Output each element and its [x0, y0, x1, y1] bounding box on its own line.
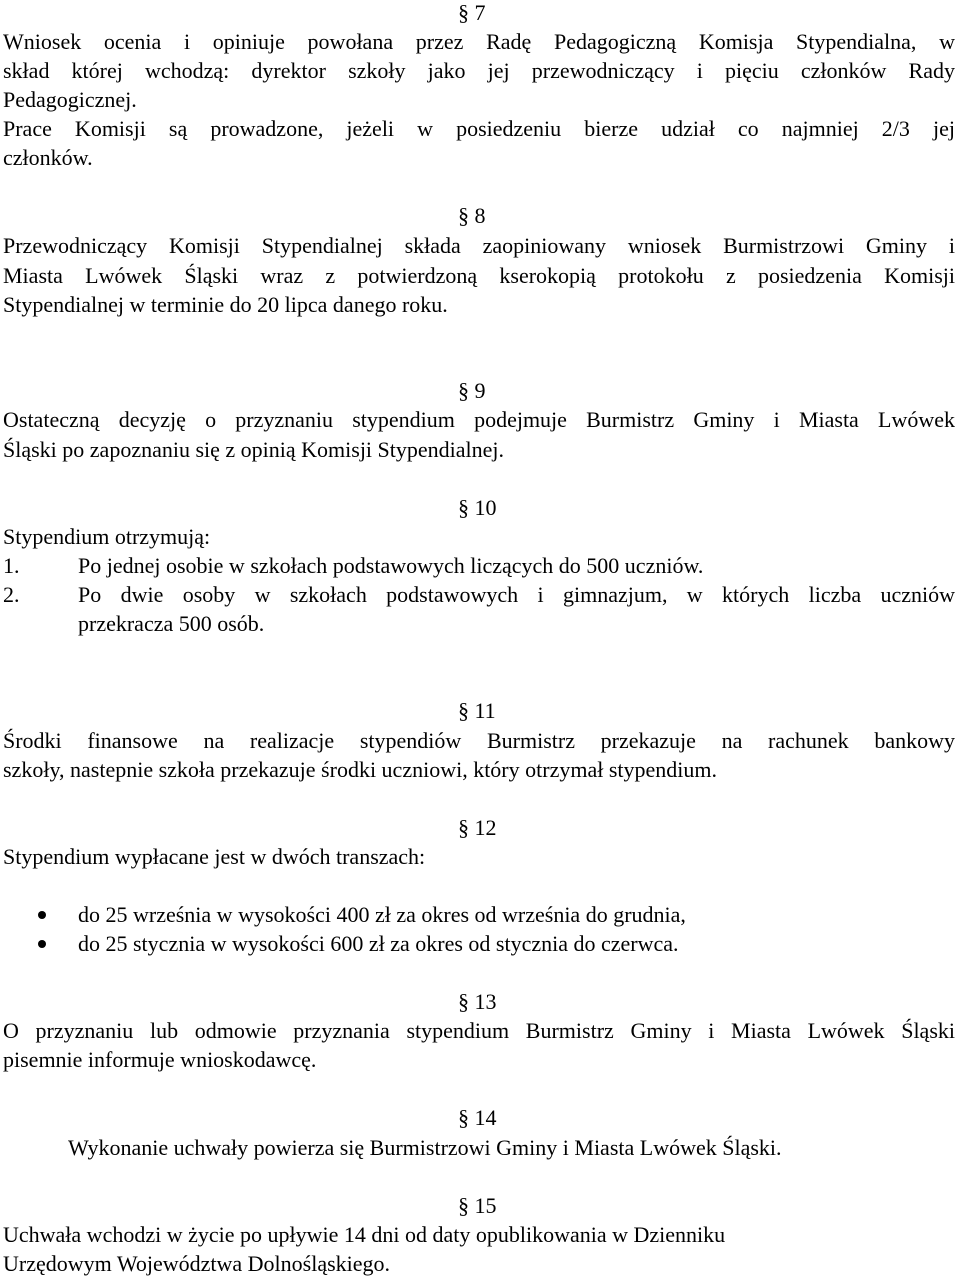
section-10-item-1-text: Po jednej osobie w szkołach podstawowych liczących do 500 uczniów.	[78, 553, 704, 578]
section-13-heading: § 13	[458, 989, 497, 1014]
section-12-bullet-2: do 25 stycznia w wysokości 600 zł za okres od stycznia do czerwca.	[78, 931, 679, 956]
section-12-heading: § 12	[458, 815, 497, 840]
section-10-item-2-number: 2.	[3, 582, 20, 607]
bullet-icon	[38, 911, 46, 919]
section-13-line-1: O przyznaniu lub odmowie przyznania stypendium Burmistrz Gminy i Miasta Lwówek Śląski	[3, 1018, 955, 1043]
section-7-line-5: członków.	[3, 145, 93, 170]
section-7-line-2: skład której wchodzą: dyrektor szkoły jako jej przewodniczący i pięciu członków Rady	[3, 58, 955, 83]
section-9-heading: § 9	[458, 378, 486, 403]
section-7-line-3: Pedagogicznej.	[3, 87, 137, 112]
section-15-heading: § 15	[458, 1193, 497, 1218]
section-10-item-2-line-2: przekracza 500 osób.	[78, 611, 265, 636]
section-7-line-1: Wniosek ocenia i opiniuje powołana przez Radę Pedagogiczną Komisja Stypendialna, w	[3, 29, 955, 54]
section-10-item-1-number: 1.	[3, 553, 20, 578]
section-11-heading: § 11	[458, 698, 496, 723]
section-15-line-1: Uchwała wchodzi w życie po upływie 14 dni od daty opublikowania w Dzienniku	[3, 1222, 726, 1247]
section-12-bullet-1: do 25 września w wysokości 400 zł za okres od września do grudnia,	[78, 902, 686, 927]
section-14-line-1: Wykonanie uchwały powierza się Burmistrzowi Gminy i Miasta Lwówek Śląski.	[68, 1135, 782, 1160]
section-8-line-3: Stypendialnej w terminie do 20 lipca danego roku.	[3, 292, 448, 317]
section-11-line-2: szkoły, nastepnie szkoła przekazuje środki uczniowi, który otrzymał stypendium.	[3, 757, 717, 782]
section-7-heading: § 7	[458, 0, 486, 25]
section-7-line-4: Prace Komisji są prowadzone, jeżeli w posiedzeniu bierze udział co najmniej 2/3 jej	[3, 116, 955, 141]
section-8-heading: § 8	[458, 203, 486, 228]
section-15-line-2: Urzędowym Województwa Dolnośląskiego.	[3, 1251, 391, 1276]
section-10-item-2-line-1: Po dwie osoby w szkołach podstawowych i gimnazjum, w których liczba uczniów	[78, 582, 955, 607]
section-11-line-1: Środki finansowe na realizacje stypendiów Burmistrz przekazuje na rachunek bankowy	[3, 728, 955, 753]
section-9-line-2: Śląski po zapoznaniu się z opinią Komisji Stypendialnej.	[3, 437, 505, 462]
section-8-line-2: Miasta Lwówek Śląski wraz z potwierdzoną kserokopią protokołu z posiedzenia Komisji	[3, 263, 955, 288]
section-9-line-1: Ostateczną decyzję o przyznaniu stypendium podejmuje Burmistrz Gminy i Miasta Lwówek	[3, 407, 955, 432]
section-13-line-2: pisemnie informuje wnioskodawcę.	[3, 1047, 317, 1072]
section-12-intro: Stypendium wypłacane jest w dwóch transzach:	[3, 844, 426, 869]
section-14-heading: § 14	[458, 1105, 497, 1130]
section-10-intro: Stypendium otrzymują:	[3, 524, 211, 549]
section-8-line-1: Przewodniczący Komisji Stypendialnej składa zaopiniowany wniosek Burmistrzowi Gminy i	[3, 233, 955, 258]
bullet-icon	[38, 940, 46, 948]
section-10-heading: § 10	[458, 495, 497, 520]
